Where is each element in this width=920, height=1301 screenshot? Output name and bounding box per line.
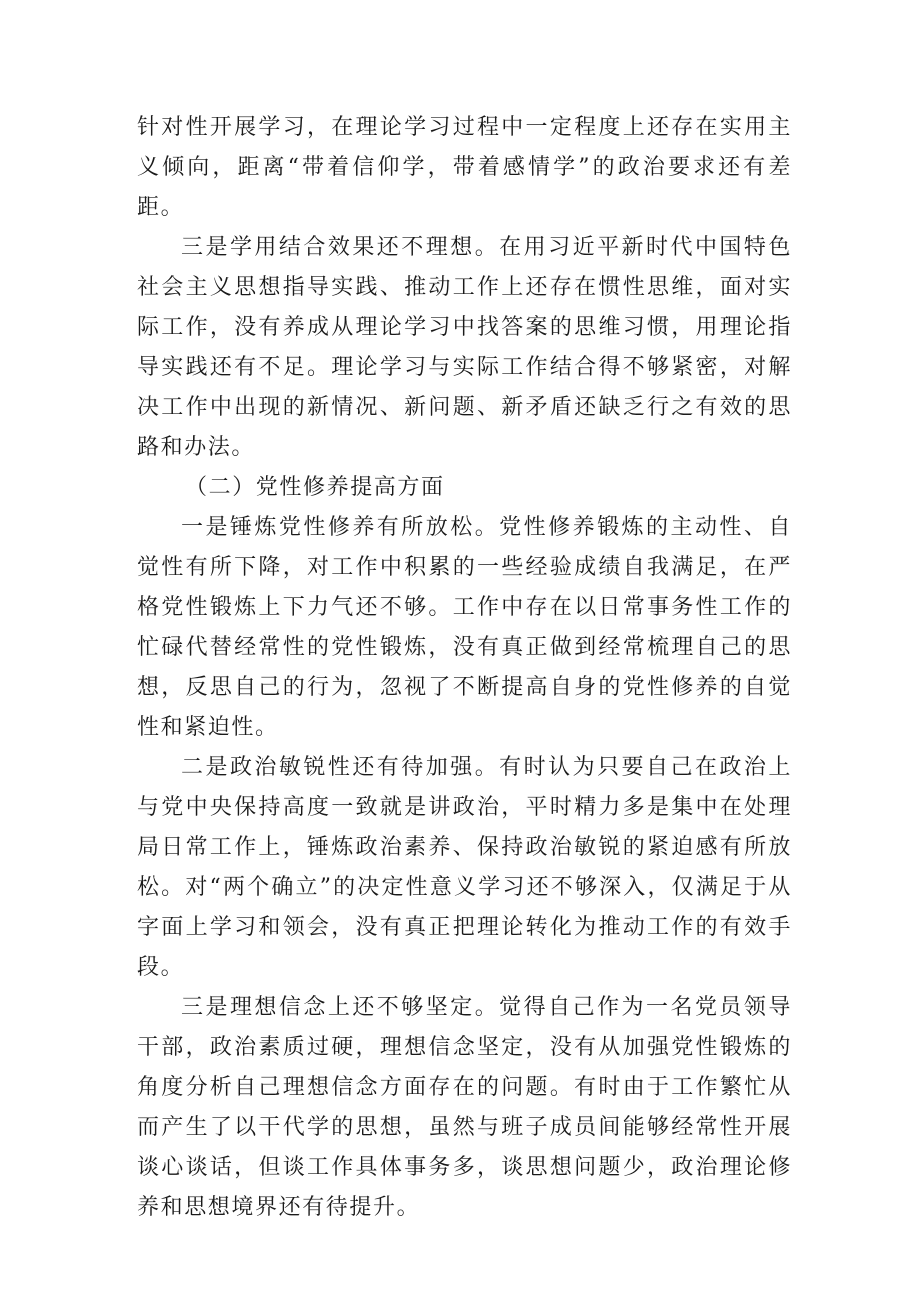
paragraph-duanlian-dangxing: 一是锤炼党性修养有所放松。党性修养锻炼的主动性、自觉性有所下降，对工作中积累的一些经验成绩自我满足，在严格党性锻炼上下力气还不够。工作中存在以日常事务性工作的忙碌代替经常性的党性锻炼，没有真正做到经常梳理自己的思想，反思自己的行为，忽视了不断提高自身的党性修养的自觉性和紧迫性。 bbox=[137, 515, 792, 740]
paragraph-xueyong-jiehe: 三是学用结合效果还不理想。在用习近平新时代中国特色社会主义思想指导实践、推动工作上还存在惯性思维，面对实际工作，没有养成从理论学习中找答案的思维习惯，用理论指导实践还有不足。理论学习与实际工作结合得不够紧密，对解决工作中出现的新情况、新问题、新矛盾还缺乏行之有效的思路和办法。 bbox=[137, 235, 792, 460]
paragraph-continuation: 针对性开展学习，在理论学习过程中一定程度上还存在实用主义倾向，距离“带着信仰学，带着感情学”的政治要求还有差距。 bbox=[137, 115, 792, 220]
paragraph-zhengzhi-minrui: 二是政治敏锐性还有待加强。有时认为只要自己在政治上与党中央保持高度一致就是讲政治，平时精力多是集中在处理局日常工作上，锤炼政治素养、保持政治敏锐的紧迫感有所放松。对“两个确立”的决定性意义学习还不够深入，仅满足于从字面上学习和领会，没有真正把理论转化为推动工作的有效手段。 bbox=[137, 755, 792, 980]
paragraph-lixiang-xinnian: 三是理想信念上还不够坚定。觉得自己作为一名党员领导干部，政治素质过硬，理想信念坚定，没有从加强党性锻炼的角度分析自己理想信念方面存在的问题。有时由于工作繁忙从而产生了以干代学的思想，虽然与班子成员间能够经常性开展谈心谈话，但谈工作具体事务多，谈思想问题少，政治理论修养和思想境界还有待提升。 bbox=[137, 995, 792, 1220]
section-heading-dangxing: （二）党性修养提高方面 bbox=[185, 475, 445, 500]
document-body bbox=[137, 108, 792, 1228]
